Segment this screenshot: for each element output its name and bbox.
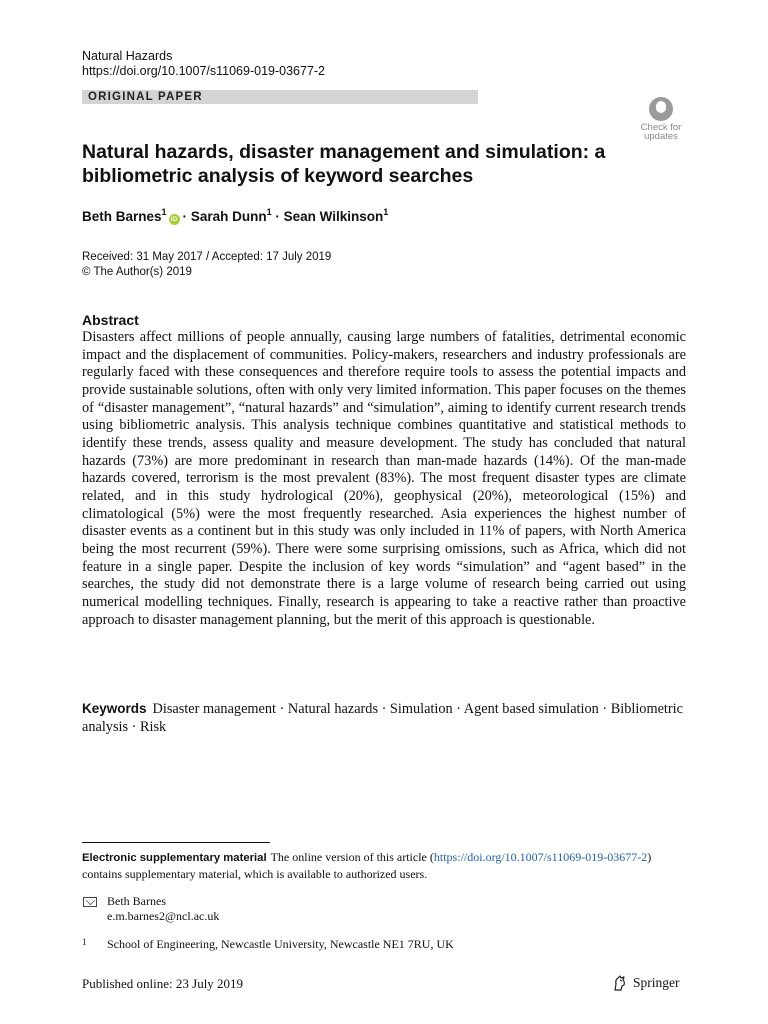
paper-title: Natural hazards, disaster management and simulation: a bibliometric analysis of keyword searches bbox=[82, 141, 606, 187]
section-label: ORIGINAL PAPER bbox=[88, 91, 203, 103]
envelope-icon bbox=[83, 897, 97, 907]
abstract-text: Disasters affect millions of people annually, causing large numbers of fatalities, detrimental economic impact and the displacement of communities. Policy-makers, researchers and industry professionals are regularly faced with these consequences and therefore require tools to assess the potential impacts and provide sustainable solutions, often with only very limited information. This paper focuses on the themes of “disaster management”, “natural hazards” and “simulation”, aiming to identify current research trends using bibliometric analysis. This analysis technique combines quantitative and statistical methods to identify these trends, assess quality and measure development. The study has concluded that natural hazards (73%) are more predominant in research than man-made hazards (14%). Of the man-made hazards covered, terrorism is the most prevalent (83%). The most frequent disaster types are climate related, and in this study hydrological (20%), geophysical (20%), meteorological (15%) and climatological (5%) were the most frequently researched. Asia experiences the highest number of disaster events as a continent but in this study was only included in 11% of papers, with North America being the most recurrent (59%). There were some surprising omissions, such as Africa, which did not feature in a single paper. Despite the inclusion of key words “simulation” and “agent based” in the searches, the study did not demonstrate there is a large volume of research being carried out using numerical modelling techniques. Finally, research is appearing to take a reactive rather than proactive approach to disaster management planning, but the merit of this approach is questionable. bbox=[82, 329, 686, 628]
journal-name: Natural Hazards bbox=[82, 49, 173, 63]
article-doi[interactable]: https://doi.org/10.1007/s11069-019-03677-2 bbox=[82, 64, 326, 78]
esm-text-before: The online version of this article ( bbox=[270, 850, 434, 864]
supplementary-note bbox=[82, 849, 682, 882]
author-separator: · bbox=[275, 209, 280, 224]
affiliation-number: 1 bbox=[82, 937, 87, 947]
author-name: Sean Wilkinson bbox=[283, 209, 384, 224]
keywords-block bbox=[82, 700, 692, 736]
abstract-heading: Abstract bbox=[82, 312, 139, 328]
keywords-list: Disaster management · Natural hazards · Simulation · Agent based simulation · Bibliometric analysis · Risk bbox=[82, 701, 683, 735]
springer-horse-icon bbox=[611, 974, 629, 992]
esm-link[interactable]: https://doi.org/10.1007/s11069-019-03677-2 bbox=[433, 850, 648, 864]
badge-line-2: updates bbox=[644, 131, 678, 142]
esm-heading: Electronic supplementary material bbox=[82, 852, 267, 864]
corresponding-author-email[interactable]: e.m.barnes2@ncl.ac.uk bbox=[107, 909, 220, 923]
received-accepted-dates: Received: 31 May 2017 / Accepted: 17 July 2019 bbox=[82, 251, 332, 263]
affiliation-text: School of Engineering, Newcastle University, Newcastle NE1 7RU, UK bbox=[107, 937, 454, 951]
keywords-heading: Keywords bbox=[82, 701, 147, 716]
copyright-line: © The Author(s) 2019 bbox=[82, 266, 192, 278]
author-affiliation-mark: 1 bbox=[383, 207, 389, 217]
author-affiliation-mark: 1 bbox=[266, 207, 272, 217]
author-separator: · bbox=[182, 209, 188, 224]
corresponding-author-name: Beth Barnes bbox=[107, 894, 166, 908]
published-online-date: Published online: 23 July 2019 bbox=[82, 976, 244, 991]
author-list bbox=[82, 208, 388, 226]
footnote-rule bbox=[82, 842, 270, 843]
author-affiliation-mark: 1 bbox=[161, 207, 167, 217]
orcid-icon[interactable]: iD bbox=[169, 214, 180, 225]
publisher-name: Springer bbox=[633, 975, 680, 990]
badge-line-1: Check for bbox=[640, 122, 682, 133]
check-for-updates-badge[interactable] bbox=[635, 97, 687, 143]
check-updates-icon-mark bbox=[656, 101, 666, 113]
author-name: Beth Barnes bbox=[82, 209, 162, 224]
springer-logo bbox=[611, 973, 691, 993]
author-name: Sarah Dunn bbox=[190, 209, 267, 224]
esm-text-after: ) contains supplementary material, which is available to authorized users. bbox=[82, 850, 652, 881]
